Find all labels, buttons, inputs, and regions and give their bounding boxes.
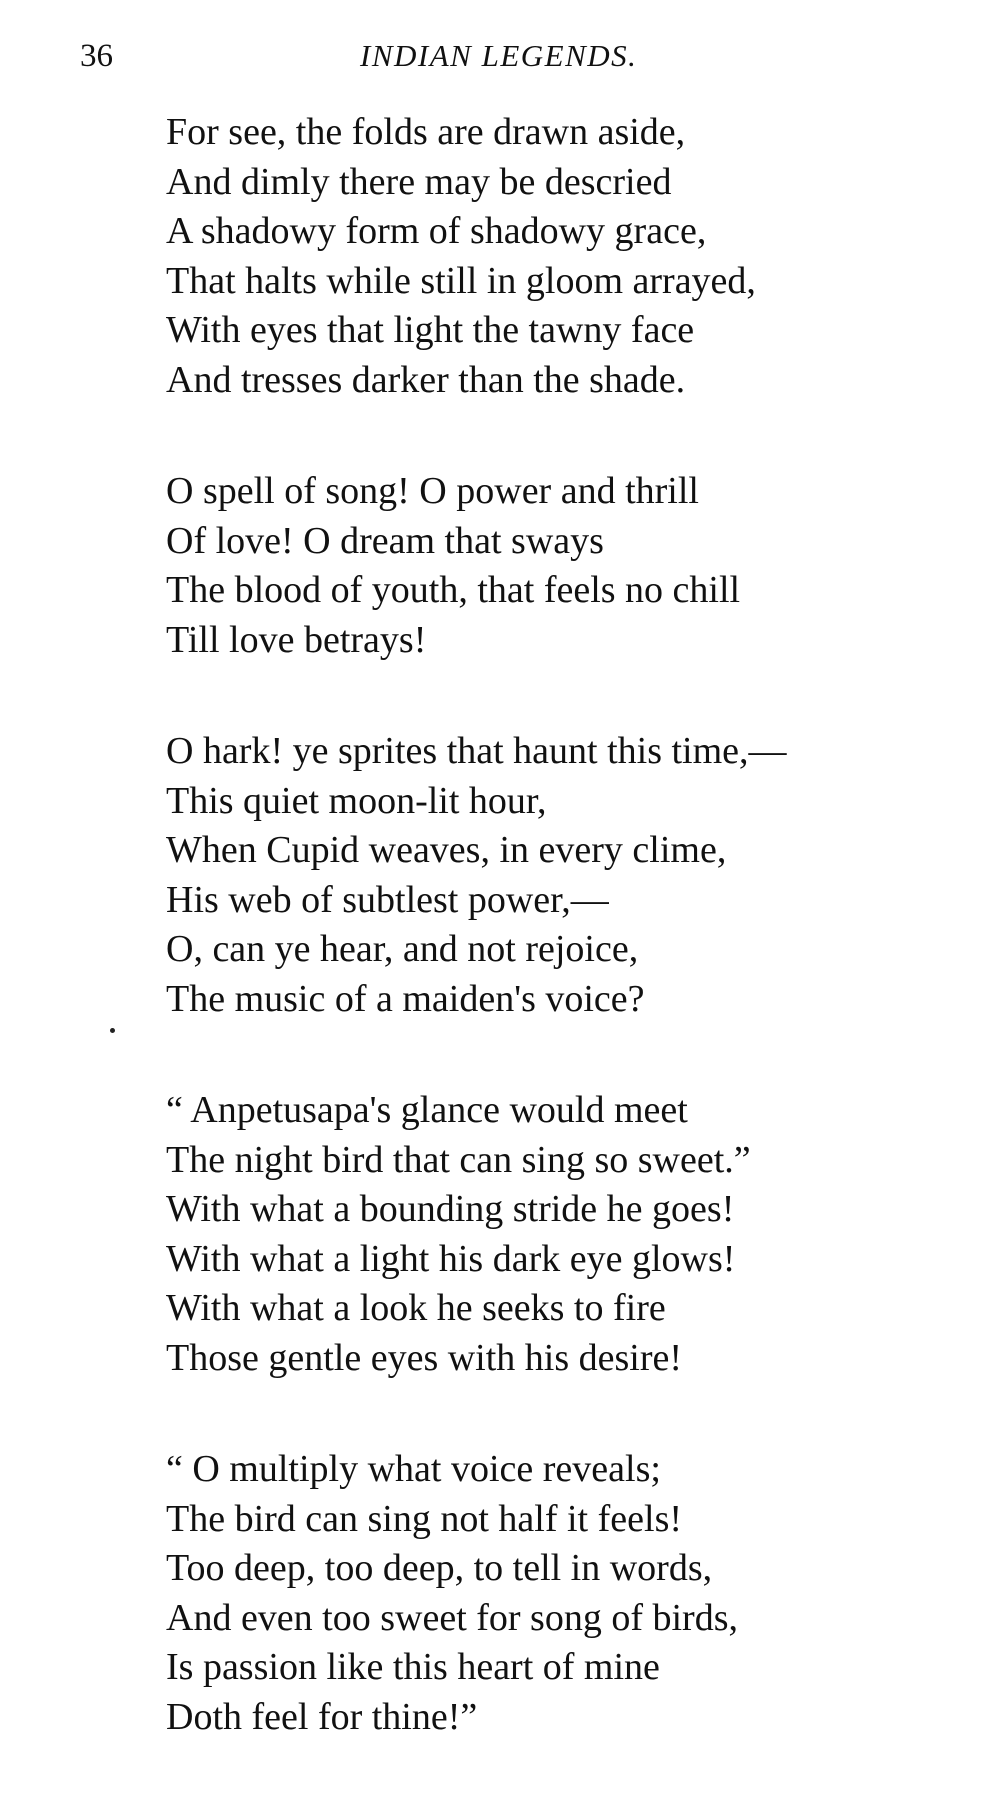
running-title: INDIAN LEGENDS. [360,38,638,73]
poem-body [166,108,966,1742]
poem-line: Till love betrays! [166,618,427,661]
poem-line: “ Anpetusapa's glance would meet [166,1089,688,1131]
poem-line: O, can ye hear, and not rejoice, [166,928,639,970]
poem-line: “ O multiply what voice reveals; [166,1448,661,1490]
poem-line: With what a look he seeks to fire [166,1287,666,1329]
ink-speck [110,1028,115,1033]
page-number: 36 [80,38,113,74]
poem-line: The blood of youth, that feels no chill [166,569,741,611]
poem-line: And even too sweet for song of birds, [166,1596,739,1639]
stanza [166,467,966,665]
poem-line: With what a bounding stride he goes! [166,1188,735,1230]
poem-line: That halts while still in gloom arrayed, [166,259,756,302]
poem-line: Those gentle eyes with his desire! [166,1336,683,1379]
poem-line: And tresses darker than the shade. [166,358,686,401]
poem-line: His web of subtlest power,— [166,878,609,921]
poem-line: Is passion like this heart of mine [166,1646,660,1688]
poem-line: O spell of song! O power and thrill [166,470,699,512]
poem-line: With eyes that light the tawny face [166,309,695,351]
poem-line: And dimly there may be descried [166,160,672,203]
poem-line: O hark! ye sprites that haunt this time,— [166,730,787,772]
poem-line: Of love! O dream that sways [166,519,604,562]
poem-line: The bird can sing not half it feels! [166,1497,683,1540]
poem-line: When Cupid weaves, in every clime, [166,829,727,871]
stanza [166,727,966,1024]
poem-line: This quiet moon-lit hour, [166,779,547,822]
poem-line: Doth feel for thine!” [166,1695,478,1738]
stanza [166,1086,966,1383]
poem-line: The music of a maiden's voice? [166,977,645,1020]
poem-line: With what a light his dark eye glows! [166,1237,736,1280]
stanza [166,108,966,405]
poem-line: Too deep, too deep, to tell in words, [166,1547,713,1589]
poem-line: For see, the folds are drawn aside, [166,111,686,153]
stanza [166,1445,966,1742]
poem-line: A shadowy form of shadowy grace, [166,210,707,252]
poem-line: The night bird that can sing so sweet.” [166,1138,751,1181]
